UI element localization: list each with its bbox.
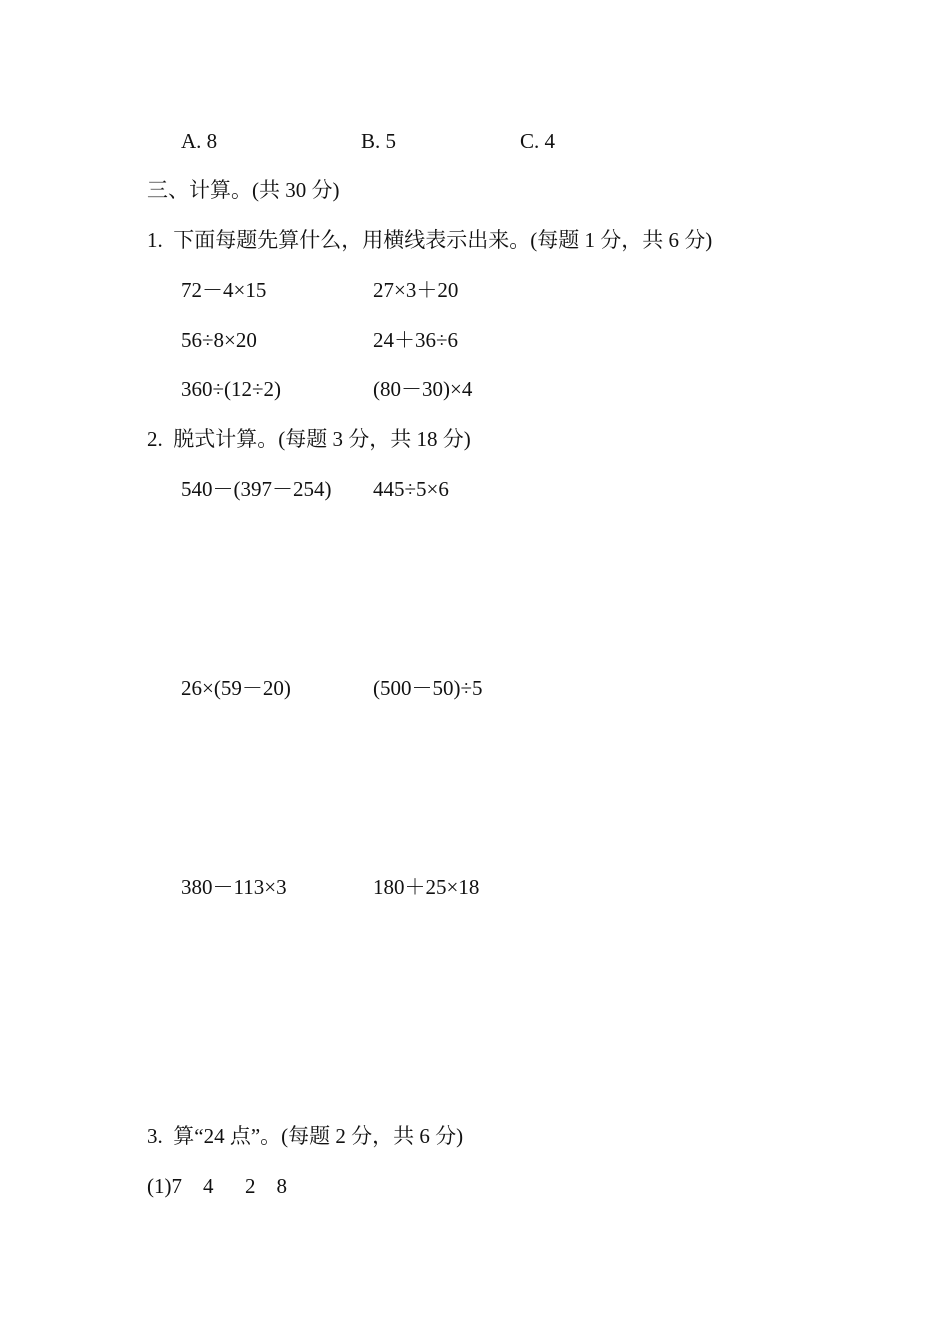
q2-expression-3: 26×(59－20) — [181, 676, 291, 700]
q2-expression-6: 180＋25×18 — [373, 875, 480, 899]
q1-expression-4: 24＋36÷6 — [373, 328, 459, 352]
q2-expression-4: (500－50)÷5 — [373, 676, 483, 700]
q1-expression-5: 360÷(12÷2) — [181, 377, 282, 401]
q1-expression-6: (80－30)×4 — [373, 377, 473, 401]
question-1-prompt: 1. 下面每题先算什么，用横线表示出来。(每题 1 分，共 6 分) — [147, 228, 713, 252]
choice-c: C. 4 — [520, 129, 556, 153]
choice-a: A. 8 — [181, 129, 218, 153]
choice-b: B. 5 — [361, 129, 397, 153]
question-2-prompt: 2. 脱式计算。(每题 3 分，共 18 分) — [147, 427, 471, 451]
section-heading: 三、计算。(共 30 分) — [147, 178, 340, 202]
q1-expression-2: 27×3＋20 — [373, 278, 459, 302]
question-3-prompt: 3. 算“24 点”。(每题 2 分，共 6 分) — [147, 1124, 464, 1148]
q1-expression-3: 56÷8×20 — [181, 328, 257, 352]
q2-expression-5: 380－113×3 — [181, 875, 287, 899]
q1-expression-1: 72－4×15 — [181, 278, 267, 302]
q2-expression-2: 445÷5×6 — [373, 477, 449, 501]
q2-expression-1: 540－(397－254) — [181, 477, 332, 501]
q3-item-1: (1)7 4 2 8 — [147, 1174, 287, 1198]
